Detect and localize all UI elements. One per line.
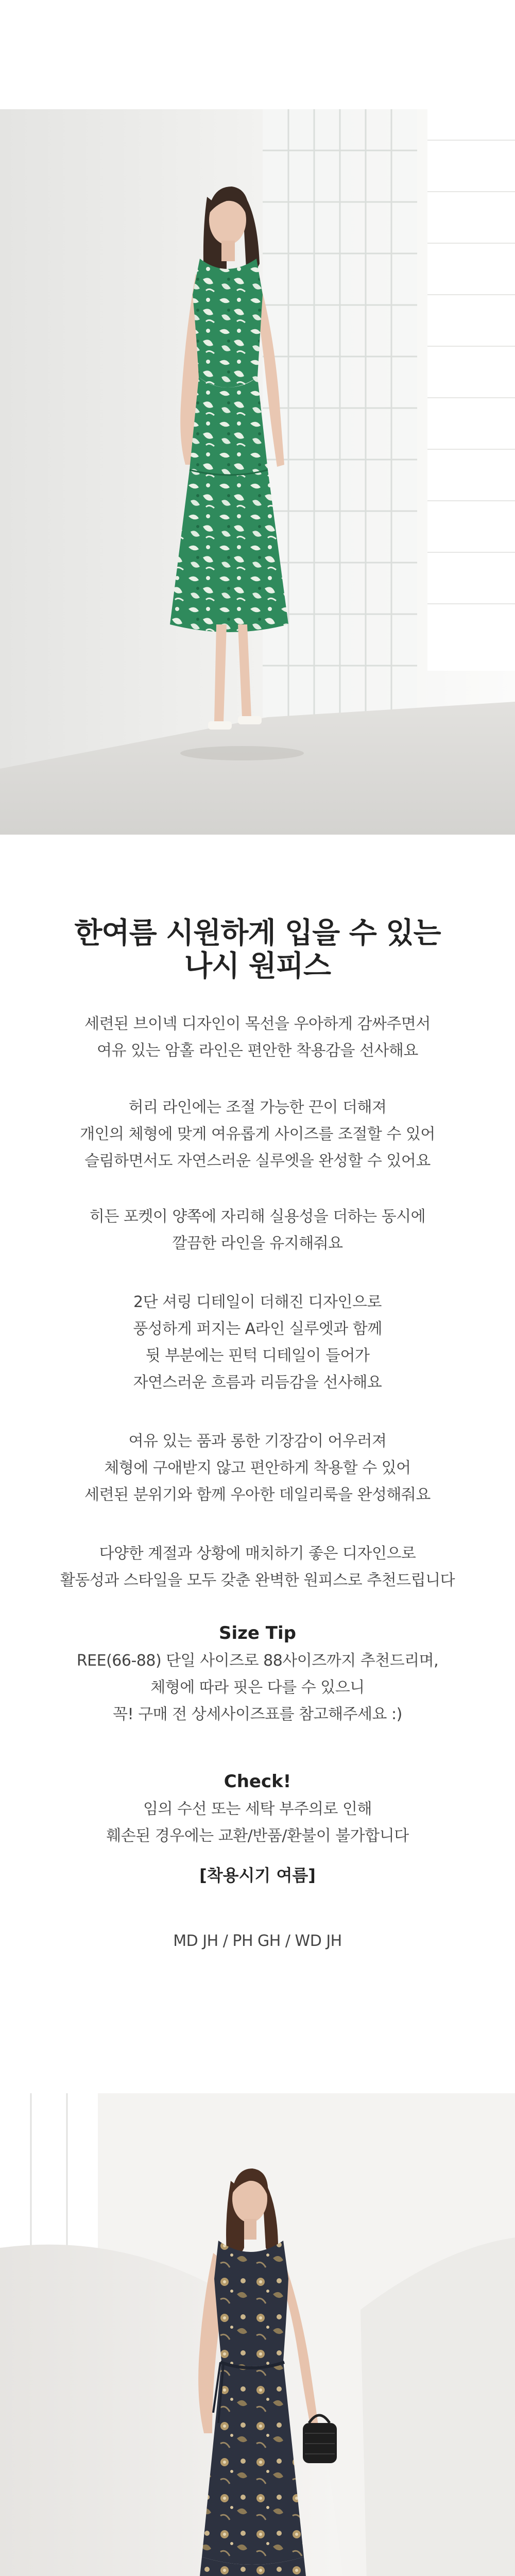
- paragraph-line: 여유 있는 품과 롱한 기장감이 어우러져: [128, 1432, 387, 1450]
- paragraph-pocket: [0, 1204, 515, 1257]
- paragraph-line: 체형에 구애받지 않고 편안하게 착용할 수 있어: [104, 1459, 411, 1477]
- product-description: [0, 835, 515, 2093]
- description-title: [0, 917, 515, 983]
- title-line-2: 나시 원피스: [184, 950, 331, 983]
- paragraph-line: 허리 라인에는 조절 가능한 끈이 더해져: [128, 1098, 387, 1116]
- paragraph-line: 자연스러운 흐름과 리듬감을 선사해요: [133, 1374, 382, 1392]
- paragraph-line: REE(66-88) 단일 사이즈로 88사이즈까지 추천드리며,: [76, 1652, 439, 1670]
- paragraph-line: 임의 수선 또는 세탁 부주의로 인해: [143, 1800, 372, 1818]
- paragraph-line: 풍성하게 퍼지는 A라인 실루엣과 함께: [133, 1320, 382, 1338]
- paragraph-line: 깔끔한 라인을 유지해줘요: [172, 1234, 343, 1252]
- check-heading: Check!: [224, 1771, 291, 1792]
- product-photo-navy-dress: [0, 2093, 515, 2576]
- photo-navy-dress-illustration: [0, 2093, 515, 2576]
- paragraph-line: 세련된 브이넥 디자인이 목선을 우아하게 감싸주면서: [84, 1015, 431, 1033]
- paragraph-line: 뒷 부분에는 핀턱 디테일이 들어가: [145, 1347, 370, 1365]
- paragraph-versatility: [0, 1540, 515, 1594]
- paragraph-line: 개인의 체형에 맞게 여유롭게 사이즈를 조절할 수 있어: [80, 1125, 435, 1143]
- paragraph-neckline: [0, 1011, 515, 1064]
- paragraph-line: 활동성과 스타일을 모두 갖춘 완벽한 원피스로 추천드립니다: [60, 1571, 455, 1589]
- paragraph-line: 다양한 계절과 상황에 매치하기 좋은 디자인으로: [99, 1545, 416, 1563]
- paragraph-waist: [0, 1094, 515, 1175]
- paragraph-line: 히든 포켓이 양쪽에 자리해 실용성을 더하는 동시에: [89, 1208, 426, 1226]
- size-tip-heading: Size Tip: [218, 1623, 296, 1643]
- paragraph-line: 체형에 따라 핏은 다를 수 있으니: [150, 1679, 365, 1697]
- size-tip-text: [0, 1648, 515, 1728]
- paragraph-line: 훼손된 경우에는 교환/반품/환불이 불가합니다: [106, 1827, 409, 1845]
- paragraph-line: 여유 있는 암홀 라인은 편안한 착용감을 선사해요: [97, 1042, 418, 1060]
- photo-green-dress-illustration: [0, 109, 515, 835]
- paragraph-fit: [0, 1428, 515, 1509]
- paragraph-line: 세련된 분위기와 함께 우아한 데일리룩을 완성해줘요: [84, 1486, 431, 1504]
- title-line-1: 한여름 시원하게 입을 수 있는: [74, 917, 441, 950]
- paragraph-line: 2단 셔링 디테일이 더해진 디자인으로: [133, 1293, 382, 1311]
- wear-season-label: [착용시기 여름]: [199, 1866, 316, 1885]
- product-photo-green-dress: [0, 109, 515, 835]
- paragraph-line: 꼭! 구매 전 상세사이즈표를 참고해주세요 :): [113, 1705, 402, 1723]
- paragraph-line: 슬림하면서도 자연스러운 실루엣을 완성할 수 있어요: [84, 1152, 431, 1170]
- staff-credits: MD JH / PH GH / WD JH: [173, 1932, 342, 1950]
- check-text: [0, 1796, 515, 1850]
- paragraph-shirring: [0, 1289, 515, 1396]
